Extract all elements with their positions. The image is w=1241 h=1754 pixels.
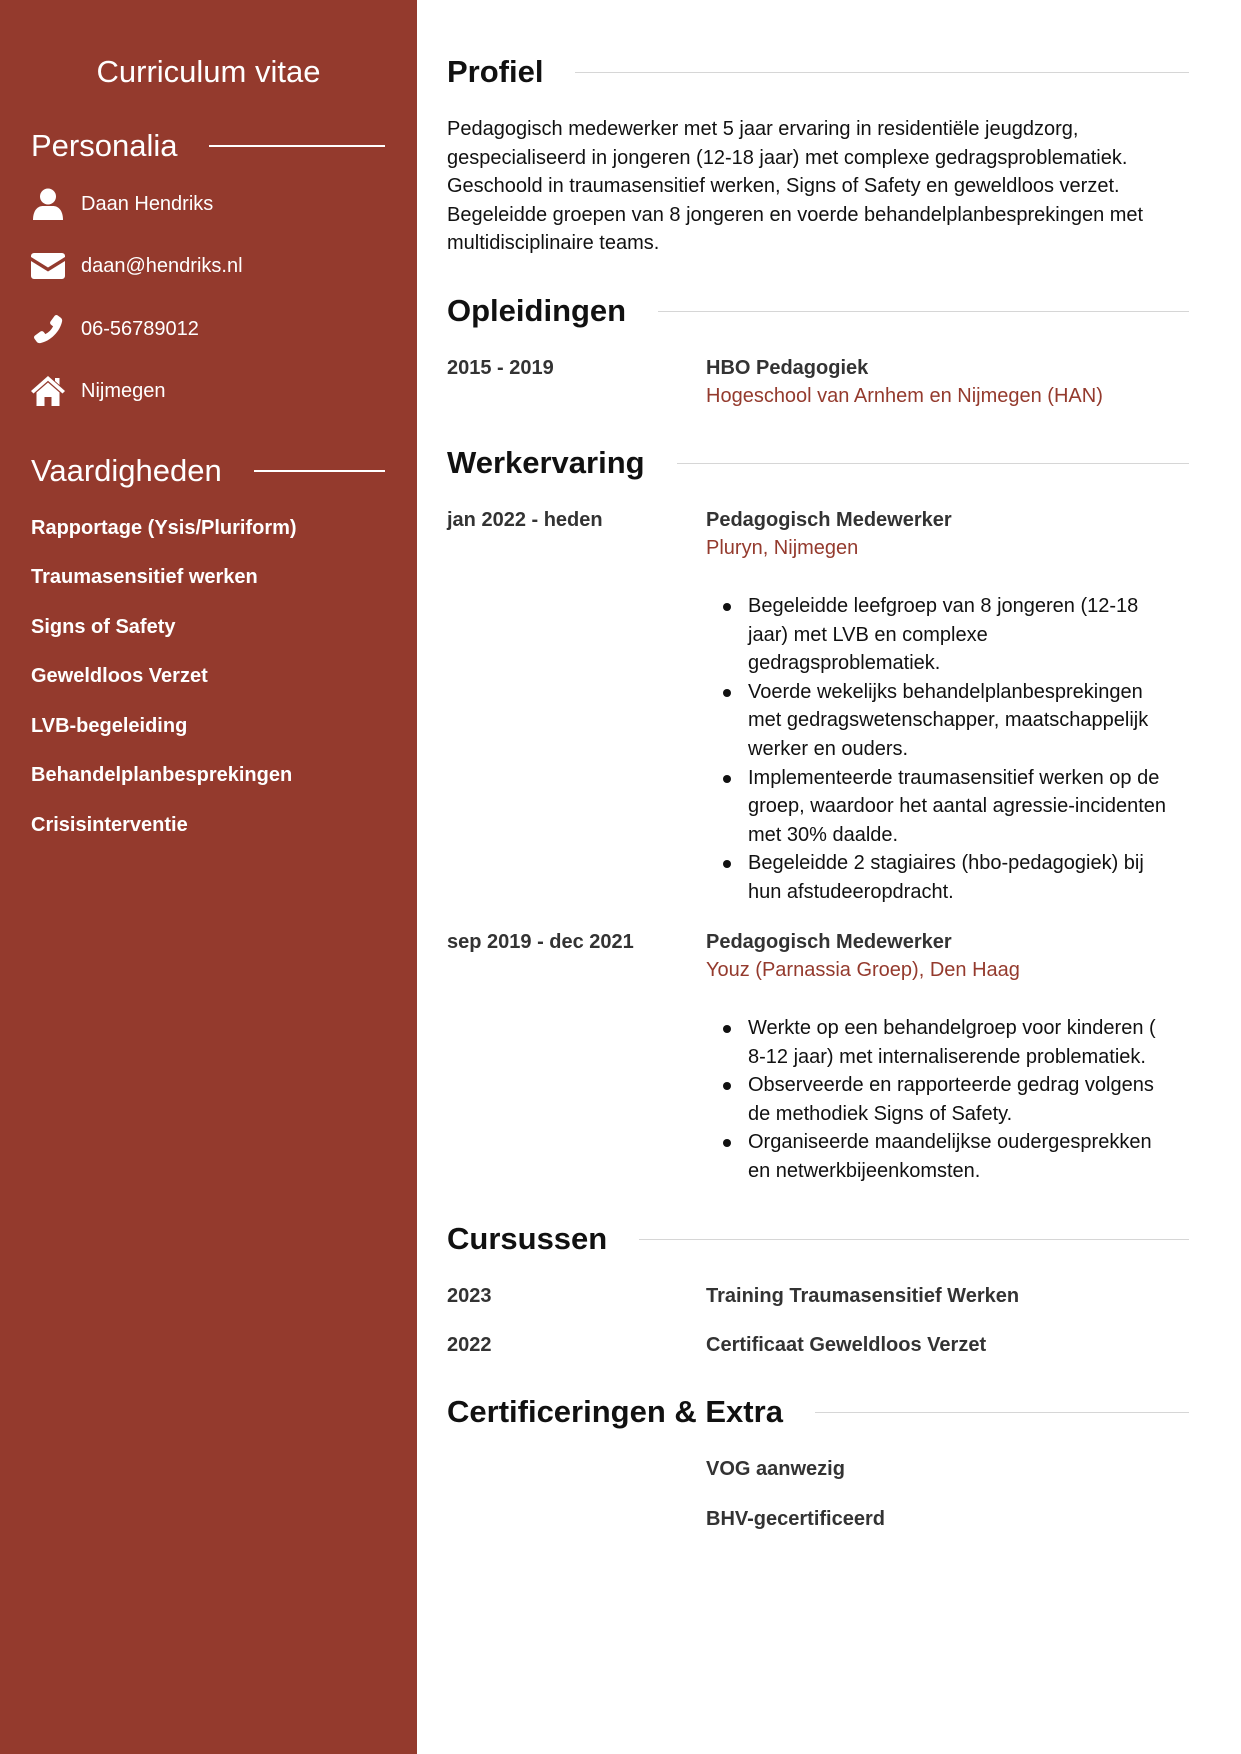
education-heading	[447, 291, 1189, 331]
contact-name: Daan Hendriks	[81, 193, 214, 215]
bullet-line: gedragsproblematiek.	[748, 652, 941, 675]
skill-item: Signs of Safety	[31, 616, 176, 638]
job-role: Pedagogisch Medewerker	[706, 931, 952, 953]
bullet-line: met 30% daalde.	[748, 823, 899, 846]
personalia-divider	[209, 145, 385, 147]
bullet-line: 8-12 jaar) met internaliserende problematiek.	[748, 1045, 1146, 1068]
contact-phone-row	[31, 312, 199, 346]
contact-email[interactable]: daan@hendriks.nl	[81, 255, 243, 277]
bullet-line: Implementeerde traumasensitief werken op de	[748, 766, 1160, 789]
bullet-line: Begeleidde leefgroep van 8 jongeren (12-18	[748, 595, 1139, 617]
skill-item: Traumasensitief werken	[31, 566, 258, 588]
education-institution: Hogeschool van Arnhem en Nijmegen (HAN)	[706, 385, 1103, 407]
document-title: Curriculum vitae	[96, 54, 321, 89]
experience-heading-label: Werkervaring	[447, 445, 645, 480]
envelope-icon	[31, 249, 65, 283]
profile-line: Begeleidde groepen van 8 jongeren en voerde behandelplanbesprekingen met	[447, 203, 1144, 226]
profile-line: Geschoold in traumasensitief werken, Signs of Safety en geweldloos verzet.	[447, 175, 1120, 197]
certification-item: BHV-gecertificeerd	[706, 1508, 885, 1530]
user-icon	[31, 187, 65, 221]
courses-divider	[639, 1239, 1189, 1240]
skills-heading-label: Vaardigheden	[31, 453, 222, 488]
course-title: Certificaat Geweldloos Verzet	[706, 1334, 987, 1356]
sidebar	[0, 0, 417, 1754]
phone-icon	[31, 312, 65, 346]
job-period: jan 2022 - heden	[447, 509, 603, 531]
bullet-line: groep, waardoor het aantal agressie-incidenten	[748, 795, 1167, 818]
profile-line: gespecialiseerd in jongeren (12-18 jaar) met complexe gedragsproblematiek.	[447, 146, 1128, 169]
bullet-item	[748, 1128, 1193, 1185]
job-employer: Pluryn, Nijmegen	[706, 537, 859, 559]
certifications-heading	[447, 1392, 1189, 1432]
personalia-heading	[31, 126, 385, 166]
bullet-line: hun afstudeeropdracht.	[748, 880, 954, 903]
profile-divider	[575, 72, 1189, 73]
courses-heading	[447, 1219, 1189, 1259]
skill-item: LVB-begeleiding	[31, 715, 188, 737]
certifications-heading-label: Certificeringen & Extra	[447, 1394, 783, 1429]
course-year: 2023	[447, 1285, 492, 1307]
bullet-line: Observeerde en rapporteerde gedrag volgens	[748, 1074, 1154, 1097]
education-heading-label: Opleidingen	[447, 293, 627, 328]
contact-name-row	[31, 187, 213, 221]
bullet-line: en netwerkbijeenkomsten.	[748, 1159, 981, 1182]
home-icon	[31, 374, 65, 408]
skills-heading	[31, 451, 385, 491]
bullet-line: werker en ouders.	[748, 737, 909, 760]
skill-item: Geweldloos Verzet	[31, 665, 208, 687]
bullet-line: Begeleidde 2 stagiaires (hbo-pedagogiek) bij	[748, 852, 1144, 875]
bullet-line: jaar) met LVB en complexe	[748, 623, 988, 646]
contact-phone[interactable]: 06-56789012	[81, 318, 199, 340]
profile-heading	[447, 52, 1189, 92]
courses-heading-label: Cursussen	[447, 1221, 608, 1256]
certifications-divider	[815, 1412, 1189, 1413]
course-title: Training Traumasensitief Werken	[706, 1285, 1020, 1307]
bullet-item	[748, 1071, 1193, 1128]
personalia-heading-label: Personalia	[31, 128, 178, 163]
bullet-line: Organiseerde maandelijkse oudergesprekken	[748, 1131, 1152, 1154]
skill-item: Rapportage (Ysis/Pluriform)	[31, 517, 297, 539]
education-period: 2015 - 2019	[447, 357, 554, 379]
job-role: Pedagogisch Medewerker	[706, 509, 952, 531]
bullet-line: Voerde wekelijks behandelplanbesprekingen	[748, 680, 1143, 703]
bullet-item	[748, 849, 1193, 906]
profile-line: multidisciplinaire teams.	[447, 232, 660, 254]
bullet-line: de methodiek Signs of Safety.	[748, 1102, 1013, 1125]
bullet-item	[748, 678, 1193, 764]
contact-city-row	[31, 374, 165, 408]
job-bullets	[748, 592, 1193, 907]
contact-email-row	[31, 249, 243, 283]
bullet-item	[748, 764, 1193, 850]
contact-city: Nijmegen	[81, 380, 166, 402]
certification-item: VOG aanwezig	[706, 1458, 845, 1480]
skill-item: Crisisinterventie	[31, 814, 188, 836]
profile-heading-label: Profiel	[447, 54, 544, 89]
job-bullets	[748, 1014, 1193, 1186]
experience-divider	[677, 463, 1189, 464]
bullet-line: met gedragswetenschapper, maatschappelijk	[748, 709, 1149, 732]
bullet-item	[748, 1014, 1193, 1071]
bullet-line: Werkte op een behandelgroep voor kinderen (	[748, 1017, 1156, 1039]
skills-divider	[254, 470, 385, 472]
profile-summary	[447, 115, 1189, 258]
education-title: HBO Pedagogiek	[706, 357, 869, 379]
profile-line: Pedagogisch medewerker met 5 jaar ervaring in residentiële jeugdzorg,	[447, 118, 1079, 140]
experience-heading	[447, 443, 1189, 483]
skill-item: Behandelplanbesprekingen	[31, 764, 293, 786]
course-year: 2022	[447, 1334, 492, 1356]
education-divider	[658, 311, 1189, 312]
job-period: sep 2019 - dec 2021	[447, 931, 634, 953]
job-employer: Youz (Parnassia Groep), Den Haag	[706, 959, 1020, 981]
bullet-item	[748, 592, 1193, 678]
